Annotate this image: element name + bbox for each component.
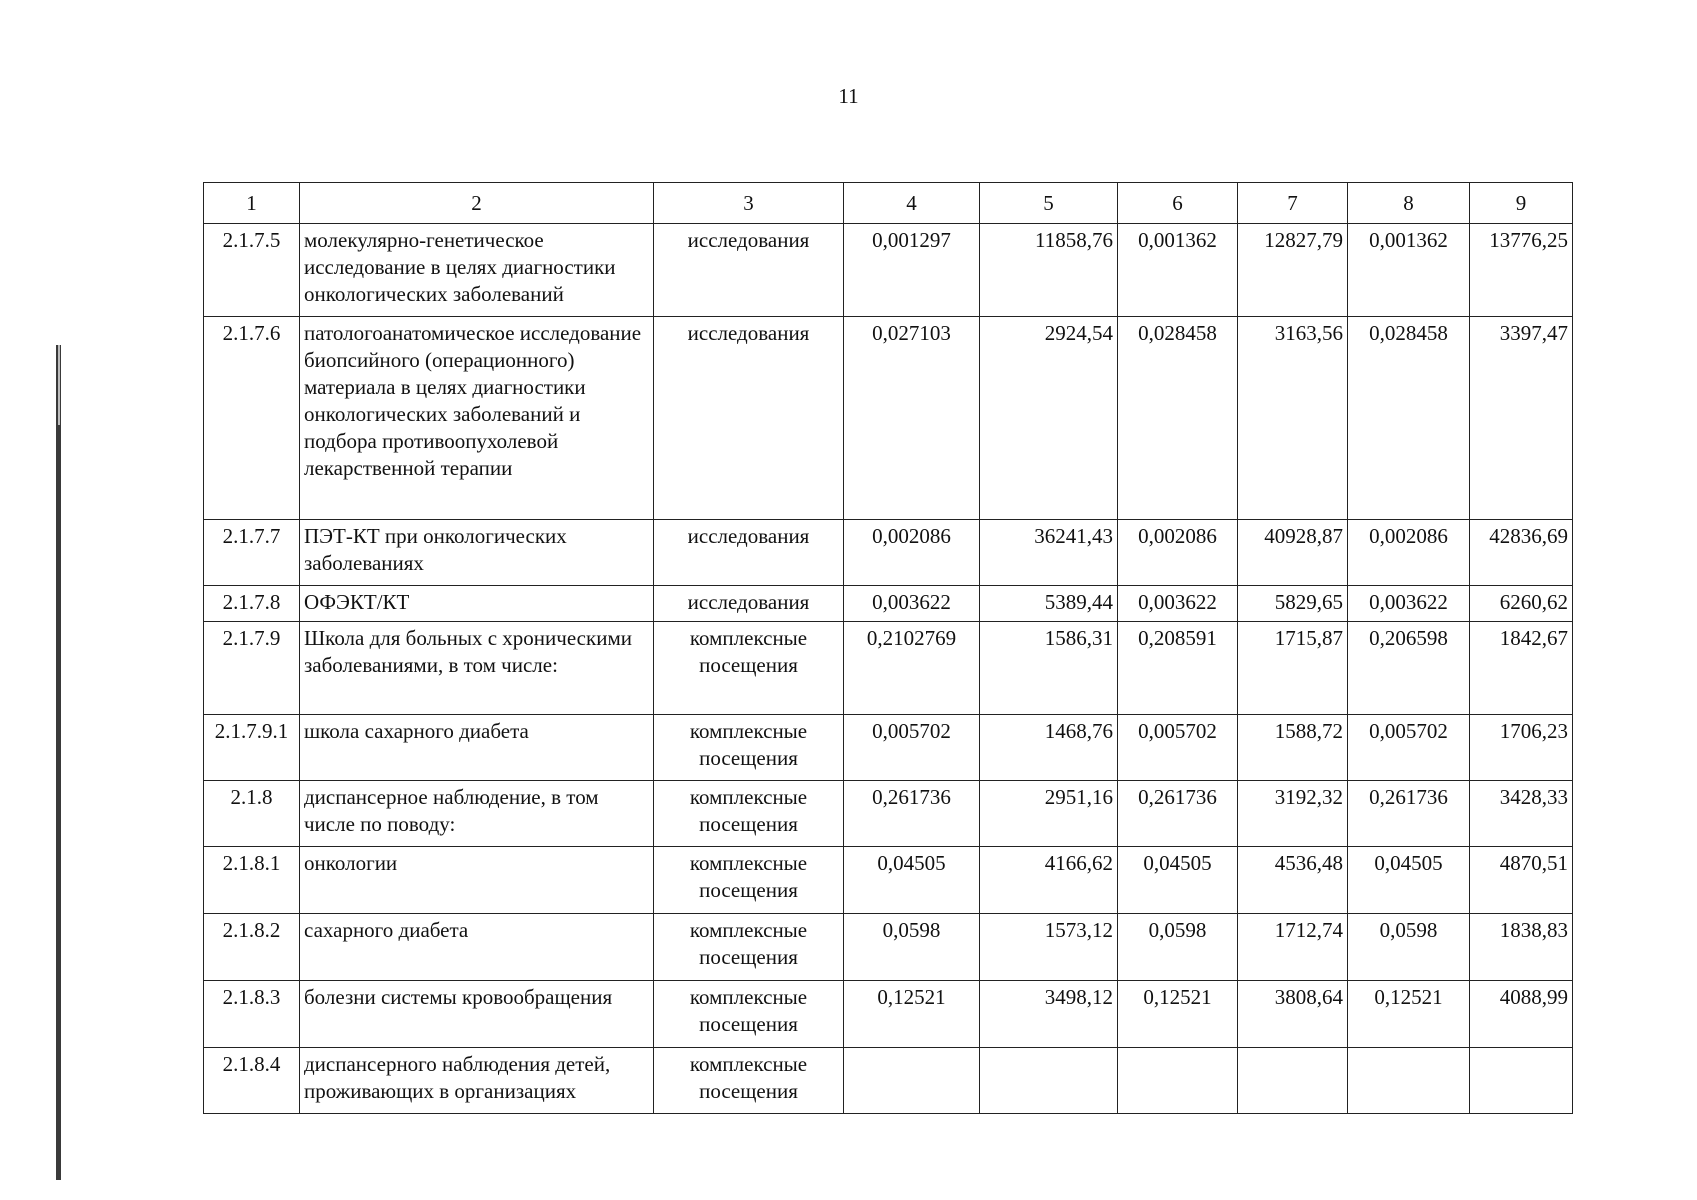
cell-col4: 0,002086 <box>844 520 980 586</box>
column-header: 6 <box>1118 183 1238 224</box>
row-unit: комплексные посещения <box>654 622 844 715</box>
cell-col7: 3192,32 <box>1238 781 1348 847</box>
cell-col9: 3397,47 <box>1470 317 1573 520</box>
table-row <box>204 981 1573 1048</box>
cell-col6 <box>1118 1048 1238 1114</box>
cell-col8: 0,206598 <box>1348 622 1470 715</box>
cell-col6: 0,005702 <box>1118 715 1238 781</box>
cell-col9 <box>1470 1048 1573 1114</box>
cell-col4 <box>844 1048 980 1114</box>
cell-col7: 1712,74 <box>1238 914 1348 981</box>
cell-col5: 2951,16 <box>980 781 1118 847</box>
cell-col4: 0,027103 <box>844 317 980 520</box>
row-name: сахарного диабета <box>300 914 654 981</box>
cell-col7 <box>1238 1048 1348 1114</box>
scan-edge-mark <box>56 345 61 1180</box>
row-number: 2.1.7.9 <box>204 622 300 715</box>
cell-col8: 0,028458 <box>1348 317 1470 520</box>
row-name: школа сахарного диабета <box>300 715 654 781</box>
cell-col9: 1706,23 <box>1470 715 1573 781</box>
cell-col8: 0,002086 <box>1348 520 1470 586</box>
cell-col4: 0,001297 <box>844 224 980 317</box>
row-unit: комплексные посещения <box>654 981 844 1048</box>
table-row <box>204 586 1573 622</box>
row-name: диспансерное наблюдение, в том числе по поводу: <box>300 781 654 847</box>
column-header: 7 <box>1238 183 1348 224</box>
row-name: диспансерного наблюдения детей, проживающих в организациях <box>300 1048 654 1114</box>
cell-col5 <box>980 1048 1118 1114</box>
column-header: 5 <box>980 183 1118 224</box>
cell-col4: 0,12521 <box>844 981 980 1048</box>
cell-col4: 0,003622 <box>844 586 980 622</box>
cell-col6: 0,002086 <box>1118 520 1238 586</box>
cell-col9: 1838,83 <box>1470 914 1573 981</box>
cell-col8: 0,12521 <box>1348 981 1470 1048</box>
row-unit: исследования <box>654 317 844 520</box>
cell-col7: 4536,48 <box>1238 847 1348 914</box>
cell-col5: 2924,54 <box>980 317 1118 520</box>
scan-edge-mark-faint <box>58 345 60 425</box>
cell-col8: 0,005702 <box>1348 715 1470 781</box>
cell-col4: 0,2102769 <box>844 622 980 715</box>
cell-col6: 0,12521 <box>1118 981 1238 1048</box>
page-number: 11 <box>838 84 859 108</box>
column-header: 2 <box>300 183 654 224</box>
table-row <box>204 317 1573 520</box>
row-unit: комплексные посещения <box>654 847 844 914</box>
cell-col5: 4166,62 <box>980 847 1118 914</box>
row-number: 2.1.7.8 <box>204 586 300 622</box>
row-unit: комплексные посещения <box>654 715 844 781</box>
row-number: 2.1.8 <box>204 781 300 847</box>
table-row <box>204 1048 1573 1114</box>
cell-col9: 13776,25 <box>1470 224 1573 317</box>
cell-col9: 4870,51 <box>1470 847 1573 914</box>
row-unit: исследования <box>654 224 844 317</box>
cell-col4: 0,0598 <box>844 914 980 981</box>
header-row <box>204 183 1573 224</box>
row-name: ПЭТ-КТ при онкологических заболеваниях <box>300 520 654 586</box>
cell-col5: 36241,43 <box>980 520 1118 586</box>
row-number: 2.1.8.4 <box>204 1048 300 1114</box>
cell-col8 <box>1348 1048 1470 1114</box>
row-name: болезни системы кровообращения <box>300 981 654 1048</box>
cell-col5: 1586,31 <box>980 622 1118 715</box>
cell-col8: 0,261736 <box>1348 781 1470 847</box>
row-number: 2.1.8.1 <box>204 847 300 914</box>
row-unit: комплексные посещения <box>654 914 844 981</box>
cell-col8: 0,003622 <box>1348 586 1470 622</box>
row-number: 2.1.7.5 <box>204 224 300 317</box>
row-name: ОФЭКТ/КТ <box>300 586 654 622</box>
cell-col9: 1842,67 <box>1470 622 1573 715</box>
cell-col4: 0,261736 <box>844 781 980 847</box>
cell-col4: 0,04505 <box>844 847 980 914</box>
row-unit: комплексные посещения <box>654 781 844 847</box>
column-header: 8 <box>1348 183 1470 224</box>
row-number: 2.1.8.3 <box>204 981 300 1048</box>
cell-col7: 1715,87 <box>1238 622 1348 715</box>
table-row <box>204 914 1573 981</box>
cell-col7: 40928,87 <box>1238 520 1348 586</box>
tariff-table <box>203 182 1573 1114</box>
cell-col8: 0,0598 <box>1348 914 1470 981</box>
table-row <box>204 224 1573 317</box>
table-row <box>204 622 1573 715</box>
row-name: молекулярно-генетическое исследование в целях диагностики онкологических заболеваний <box>300 224 654 317</box>
cell-col5: 1573,12 <box>980 914 1118 981</box>
row-unit: исследования <box>654 520 844 586</box>
cell-col8: 0,04505 <box>1348 847 1470 914</box>
row-name: онкологии <box>300 847 654 914</box>
cell-col6: 0,208591 <box>1118 622 1238 715</box>
cell-col5: 11858,76 <box>980 224 1118 317</box>
cell-col5: 3498,12 <box>980 981 1118 1048</box>
row-number: 2.1.7.9.1 <box>204 715 300 781</box>
cell-col6: 0,001362 <box>1118 224 1238 317</box>
cell-col6: 0,04505 <box>1118 847 1238 914</box>
cell-col6: 0,0598 <box>1118 914 1238 981</box>
cell-col6: 0,003622 <box>1118 586 1238 622</box>
row-name: Школа для больных с хроническими заболеваниями, в том числе: <box>300 622 654 715</box>
cell-col7: 1588,72 <box>1238 715 1348 781</box>
table-row <box>204 715 1573 781</box>
cell-col9: 6260,62 <box>1470 586 1573 622</box>
cell-col9: 3428,33 <box>1470 781 1573 847</box>
column-header: 4 <box>844 183 980 224</box>
cell-col6: 0,028458 <box>1118 317 1238 520</box>
cell-col5: 1468,76 <box>980 715 1118 781</box>
row-name: патологоанатомическое исследование биопсийного (операционного) материала в целях диагностики онкологических заболеваний и подбора противоопухолевой лекарственной терапии <box>300 317 654 520</box>
cell-col9: 4088,99 <box>1470 981 1573 1048</box>
row-unit: исследования <box>654 586 844 622</box>
column-header: 9 <box>1470 183 1573 224</box>
column-header: 1 <box>204 183 300 224</box>
table-row <box>204 520 1573 586</box>
cell-col8: 0,001362 <box>1348 224 1470 317</box>
table-row <box>204 781 1573 847</box>
cell-col7: 3163,56 <box>1238 317 1348 520</box>
cell-col7: 3808,64 <box>1238 981 1348 1048</box>
row-number: 2.1.7.7 <box>204 520 300 586</box>
cell-col5: 5389,44 <box>980 586 1118 622</box>
cell-col4: 0,005702 <box>844 715 980 781</box>
table-row <box>204 847 1573 914</box>
cell-col7: 5829,65 <box>1238 586 1348 622</box>
cell-col7: 12827,79 <box>1238 224 1348 317</box>
column-header: 3 <box>654 183 844 224</box>
row-unit: комплексные посещения <box>654 1048 844 1114</box>
cell-col9: 42836,69 <box>1470 520 1573 586</box>
cell-col6: 0,261736 <box>1118 781 1238 847</box>
row-number: 2.1.7.6 <box>204 317 300 520</box>
row-number: 2.1.8.2 <box>204 914 300 981</box>
